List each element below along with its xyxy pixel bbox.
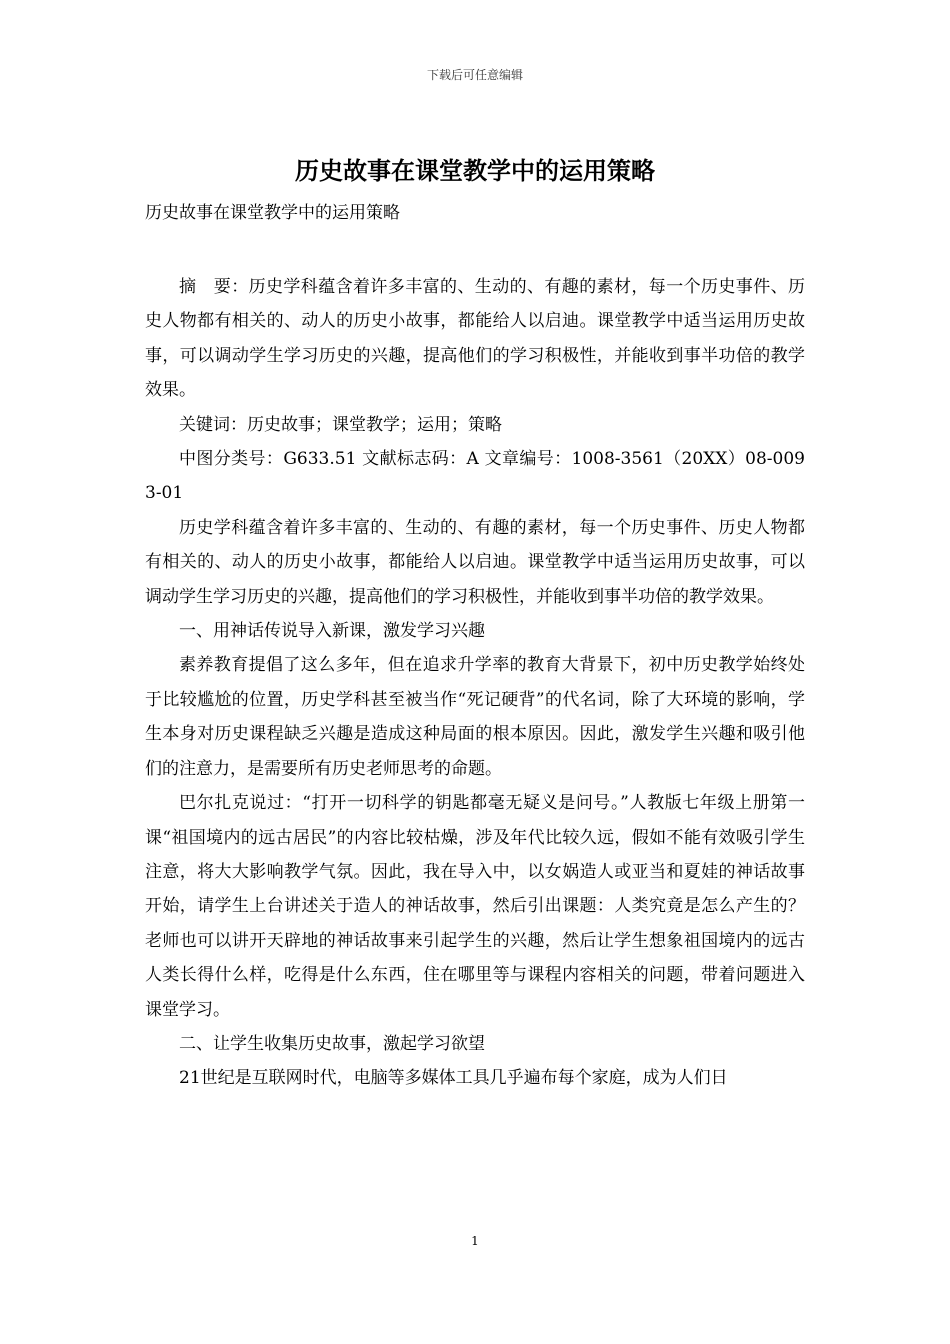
body-paragraph: 素养教育提倡了这么多年，但在追求升学率的教育大背景下，初中历史教学始终处于比较尴尬的位置，历史学科甚至被当作“死记硬背”的代名词，除了大环境的影响，学生本身对历史课程缺乏兴趣是造成这种局面的根本原因。因此，激发学生兴趣和吸引他们的注意力，是需要所有历史老师思考的命题。 [145,655,805,779]
body-paragraph: 21世纪是互联网时代，电脑等多媒体工具几乎遍布每个家庭，成为人们日 [179,1068,728,1089]
body-paragraph: 历史学科蕴含着许多丰富的、生动的、有趣的素材，每一个历史事件、历史人物都有相关的、动人的历史小故事，都能给人以启迪。课堂教学中适当运用历史故事，可以调动学生学习历史的兴趣，提高他们的学习积极性，并能收到事半功倍的教学效果。 [145,517,805,607]
body-paragraph: 巴尔扎克说过：“打开一切科学的钥匙都毫无疑义是问号。”人教版七年级上册第一课“祖国境内的远古居民”的内容比较枯燥，涉及年代比较久远，假如不能有效吸引学生注意，将大大影响教学气氛。因此，我在导入中，以女娲造人或亚当和夏娃的神话故事开始，请学生上台讲述关于造人的神话故事，然后引出课题：人类究竟是怎么产生的？老师也可以讲开天辟地的神话故事来引起学生的兴趣，然后让学生想象祖国境内的远古人类长得什么样，吃得是什么东西，住在哪里等与课程内容相关的问题，带着问题进入课堂学习。 [145,793,805,1020]
document-title: 历史故事在课堂教学中的运用策略 [295,156,655,185]
document-subtitle: 历史故事在课堂教学中的运用策略 [145,203,400,223]
page-header-note: 下载后可任意编辑 [426,68,523,82]
page-number: 1 [471,1234,479,1248]
section-heading: 二、让学生收集历史故事，激起学习欲望 [179,1033,485,1054]
keywords-paragraph: 关键词：历史故事；课堂教学；运用；策略 [179,414,502,435]
abstract-paragraph: 摘 要：历史学科蕴含着许多丰富的、生动的、有趣的素材，每一个历史事件、历史人物都有相关的、动人的历史小故事，都能给人以启迪。课堂教学中适当运用历史故事，可以调动学生学习历史的兴趣，提高他们的学习积极性，并能收到事半功倍的教学效果。 [145,277,805,401]
section-heading: 一、用神话传说导入新课，激发学习兴趣 [179,621,485,642]
classification-paragraph: 中图分类号：G633.51 文献标志码：A 文章编号：1008-3561（20XX）08-0093-01 [145,449,805,504]
document-body [145,270,805,1096]
